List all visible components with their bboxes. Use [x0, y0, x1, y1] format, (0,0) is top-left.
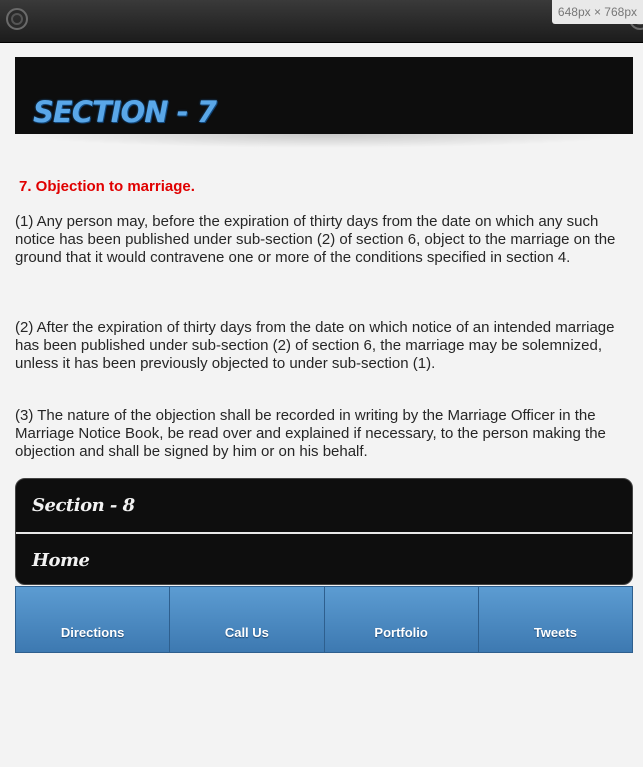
back-circle-icon[interactable] — [6, 8, 28, 30]
tab-portfolio[interactable]: Portfolio — [325, 587, 479, 652]
nav-list — [15, 478, 633, 585]
tab-directions[interactable]: Directions — [16, 587, 170, 652]
tab-call-us[interactable]: Call Us — [170, 587, 324, 652]
nav-item-home[interactable]: Home — [32, 550, 90, 571]
section-title: SECTION - 7 — [33, 95, 216, 129]
bottom-tab-bar — [15, 586, 633, 653]
banner-shadow — [15, 134, 633, 148]
paragraph-3: (3) The nature of the objection shall be recorded in writing by the Marriage Officer in the Marriage Notice Book, be read over and explained if necessary, to the person making the objection and shall be signed by him or on his behalf. — [15, 407, 606, 460]
browser-toolbar — [0, 0, 643, 43]
section-heading: 7. Objection to marriage. — [19, 178, 195, 195]
paragraph-2: (2) After the expiration of thirty days from the date on which notice of an intended marriage has been published under sub-section (2) of section 6, the marriage may be solemnized, unless it has been previously objected to under sub-section (1). — [15, 319, 615, 372]
tab-tweets[interactable]: Tweets — [479, 587, 632, 652]
paragraph-1: (1) Any person may, before the expiration of thirty days from the date on which any such notice has been published under sub-section (2) of section 6, object to the marriage on the ground that it would contravene one or more of the conditions specified in section 4. — [15, 213, 616, 266]
section-header-banner — [15, 57, 633, 134]
nav-item-section-8[interactable]: Section - 8 — [32, 495, 135, 516]
viewport-size-label: 648px × 768px — [552, 0, 643, 24]
